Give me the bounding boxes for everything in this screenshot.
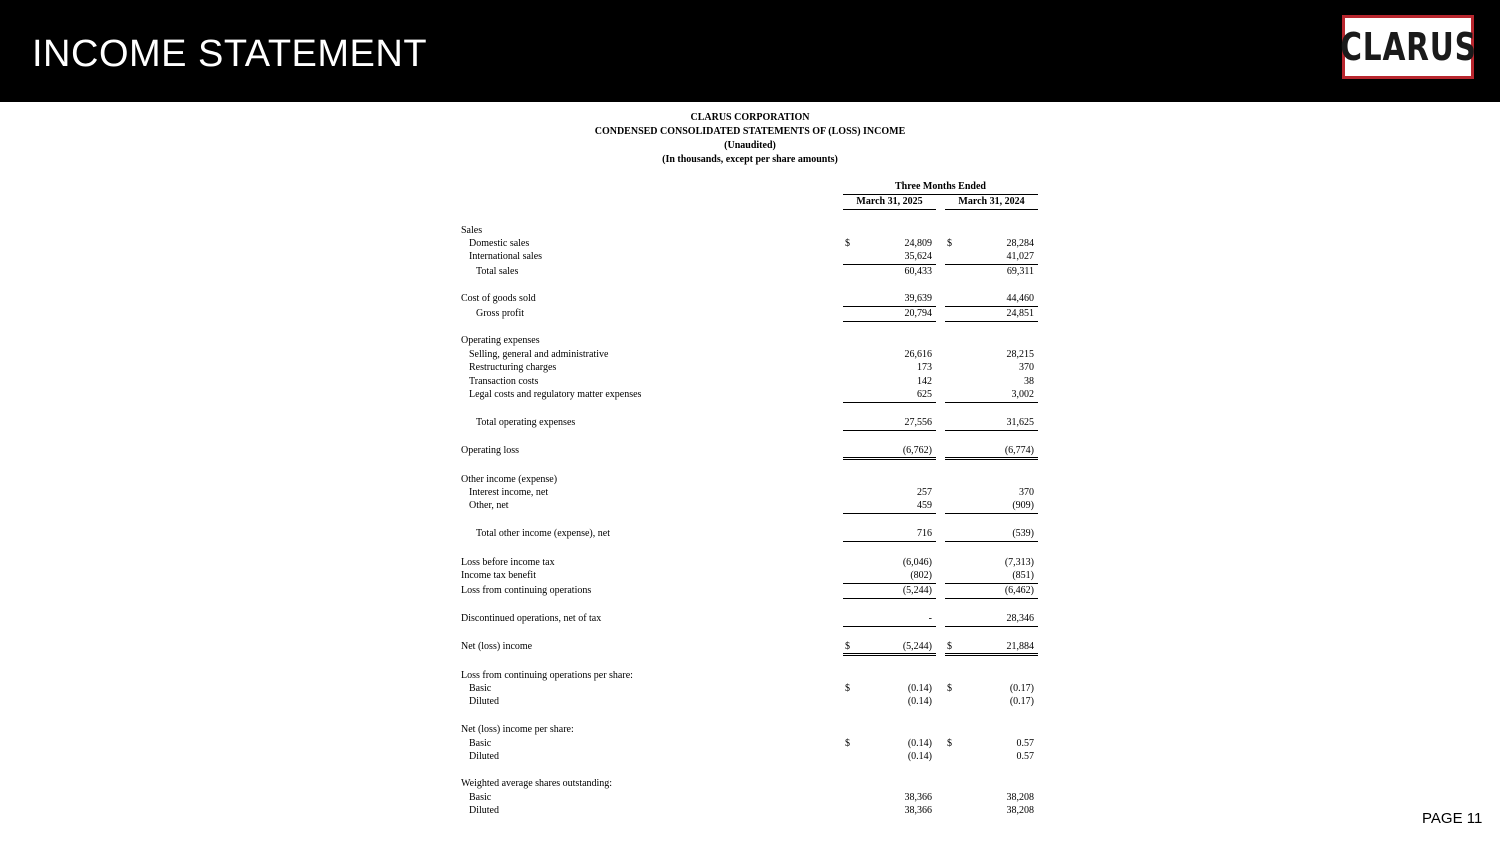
amount: 370 [1019, 362, 1034, 373]
amount: (6,462) [1004, 585, 1034, 596]
amount: 3,002 [1011, 389, 1034, 400]
amount: (851) [1012, 570, 1034, 581]
amount: (0.14) [907, 738, 932, 749]
row-label: Diluted [469, 805, 499, 816]
row-label: Legal costs and regulatory matter expenses [469, 389, 642, 400]
value-2025 [843, 237, 936, 251]
amount: 35,624 [904, 251, 932, 262]
value-2025 [843, 737, 936, 751]
row-label: Restructuring charges [469, 362, 557, 373]
value-2025 [843, 375, 936, 389]
value-2024 [945, 388, 1038, 403]
value-2025 [843, 682, 936, 696]
value-2025 [843, 804, 936, 818]
statement-row [461, 307, 1041, 321]
amount: (909) [1012, 500, 1034, 511]
amount: 38,366 [904, 792, 932, 803]
row-label: Discontinued operations, net of tax [461, 613, 602, 624]
value-2025 [843, 695, 936, 709]
amount: (6,774) [1004, 445, 1034, 456]
clarus-logo [1339, 15, 1477, 79]
currency-symbol: $ [845, 738, 850, 749]
statement-row [461, 737, 1041, 751]
amount: (802) [910, 570, 932, 581]
amount: 38,366 [904, 805, 932, 816]
value-2025 [843, 640, 936, 656]
amount: (5,244) [902, 585, 932, 596]
row-label: Income tax benefit [461, 570, 536, 581]
amount: - [928, 613, 932, 624]
row-label: Loss from continuing operations per share: [461, 670, 633, 681]
row-label: Basic [469, 683, 492, 694]
value-2024 [945, 612, 1038, 627]
value-2024 [945, 584, 1038, 599]
statement-row [461, 486, 1041, 500]
statement-row [461, 292, 1041, 306]
amount: 69,311 [1006, 266, 1034, 277]
value-2025 [843, 556, 936, 570]
column-header-2025: March 31, 2025 [843, 195, 936, 210]
row-label: Basic [469, 738, 492, 749]
value-2024 [945, 486, 1038, 500]
amount: 0.57 [1016, 738, 1034, 749]
amount: 173 [917, 362, 932, 373]
value-2025 [843, 750, 936, 764]
value-2024 [945, 569, 1038, 584]
currency-symbol: $ [845, 641, 850, 652]
amount: 28,346 [1006, 613, 1034, 624]
statement-row [461, 224, 1041, 238]
row-label: Gross profit [476, 308, 525, 319]
value-2025 [843, 307, 936, 322]
statement-row [461, 556, 1041, 570]
page-number: PAGE 11 [1422, 810, 1483, 827]
statement-row [461, 416, 1041, 430]
row-label: Total other income (expense), net [476, 528, 610, 539]
amount: 20,794 [904, 308, 932, 319]
statement-row [461, 334, 1041, 348]
value-2025 [843, 416, 936, 431]
statement-row [461, 777, 1041, 791]
statement-row [461, 375, 1041, 389]
value-2024 [945, 682, 1038, 696]
currency-symbol: $ [845, 238, 850, 249]
row-label: Selling, general and administrative [469, 349, 609, 360]
slide-header [0, 0, 1500, 102]
amount: 28,284 [1006, 238, 1034, 249]
value-2024 [945, 804, 1038, 818]
statement-row [461, 640, 1041, 654]
row-label: Total sales [476, 266, 519, 277]
amount: 370 [1019, 487, 1034, 498]
amount: 21,884 [1006, 641, 1034, 652]
value-2024 [945, 737, 1038, 751]
period-header: Three Months Ended [843, 180, 1038, 195]
row-label: Loss from continuing operations [461, 585, 592, 596]
statement-row [461, 499, 1041, 513]
row-label: Weighted average shares outstanding: [461, 778, 613, 789]
amount: (5,244) [902, 641, 932, 652]
amount: 38,208 [1006, 792, 1034, 803]
amount: 60,433 [904, 266, 932, 277]
amount: (0.14) [907, 751, 932, 762]
amount: 257 [917, 487, 932, 498]
amount: 459 [917, 500, 932, 511]
amount: (539) [1012, 528, 1034, 539]
amount: 142 [917, 376, 932, 387]
value-2024 [945, 361, 1038, 375]
value-2024 [945, 640, 1038, 656]
value-2025 [843, 569, 936, 584]
value-2024 [945, 791, 1038, 805]
row-label: Net (loss) income [461, 641, 533, 652]
value-2024 [945, 444, 1038, 460]
amount: 27,556 [904, 417, 932, 428]
statement-row [461, 804, 1041, 818]
value-2025 [843, 527, 936, 542]
statement-row [461, 682, 1041, 696]
amount: 26,616 [904, 349, 932, 360]
statement-title: CONDENSED CONSOLIDATED STATEMENTS OF (LOSS) INCOME [594, 126, 906, 137]
amount: (6,046) [902, 557, 932, 568]
value-2024 [945, 556, 1038, 570]
statement-row [461, 473, 1041, 487]
statement-row [461, 444, 1041, 458]
value-2024 [945, 348, 1038, 362]
value-2025 [843, 292, 936, 307]
value-2025 [843, 499, 936, 514]
statement-row [461, 265, 1041, 279]
value-2025 [843, 584, 936, 599]
statement-row [461, 237, 1041, 251]
amount: 38 [1024, 376, 1034, 387]
row-label: Domestic sales [469, 238, 530, 249]
amount: 41,027 [1006, 251, 1034, 262]
row-label: Cost of goods sold [461, 293, 536, 304]
units-note: (In thousands, except per share amounts) [662, 154, 838, 165]
currency-symbol: $ [845, 683, 850, 694]
currency-symbol: $ [947, 238, 952, 249]
row-label: International sales [469, 251, 543, 262]
amount: 24,809 [904, 238, 932, 249]
value-2024 [945, 695, 1038, 709]
value-2024 [945, 292, 1038, 307]
statement-row [461, 695, 1041, 709]
amount: (0.14) [907, 683, 932, 694]
statement-row [461, 388, 1041, 402]
value-2024 [945, 250, 1038, 265]
value-2025 [843, 791, 936, 805]
amount: 0.57 [1016, 751, 1034, 762]
row-label: Interest income, net [469, 487, 549, 498]
value-2024 [945, 307, 1038, 322]
logo-text: CLARUS [1339, 25, 1477, 69]
amount: (6,762) [902, 445, 932, 456]
value-2024 [945, 265, 1038, 279]
value-2024 [945, 416, 1038, 431]
statement-row [461, 584, 1041, 598]
value-2025 [843, 486, 936, 500]
amount: 716 [917, 528, 932, 539]
statement-row [461, 669, 1041, 683]
value-2025 [843, 444, 936, 460]
value-2025 [843, 388, 936, 403]
statement-row [461, 723, 1041, 737]
amount: 28,215 [1006, 349, 1034, 360]
value-2025 [843, 612, 936, 627]
value-2024 [945, 750, 1038, 764]
value-2025 [843, 250, 936, 265]
value-2025 [843, 348, 936, 362]
amount: (0.17) [1009, 683, 1034, 694]
statement-row [461, 791, 1041, 805]
amount: 24,851 [1006, 308, 1034, 319]
currency-symbol: $ [947, 641, 952, 652]
row-label: Other, net [469, 500, 509, 511]
row-label: Total operating expenses [476, 417, 576, 428]
currency-symbol: $ [947, 738, 952, 749]
amount: (7,313) [1004, 557, 1034, 568]
statement-row [461, 612, 1041, 626]
company-name: CLARUS CORPORATION [690, 112, 810, 123]
slide-title: INCOME STATEMENT [32, 33, 428, 75]
row-label: Other income (expense) [461, 474, 558, 485]
value-2024 [945, 375, 1038, 389]
value-2024 [945, 527, 1038, 542]
amount: 625 [917, 389, 932, 400]
statement-row [461, 750, 1041, 764]
row-label: Basic [469, 792, 492, 803]
amount: (0.14) [907, 696, 932, 707]
value-2024 [945, 499, 1038, 514]
row-label: Diluted [469, 751, 499, 762]
row-label: Operating loss [461, 445, 520, 456]
row-label: Net (loss) income per share: [461, 724, 574, 735]
amount: 31,625 [1006, 417, 1034, 428]
value-2024 [945, 237, 1038, 251]
row-label: Transaction costs [469, 376, 539, 387]
row-label: Diluted [469, 696, 499, 707]
unaudited-note: (Unaudited) [724, 140, 776, 151]
row-label: Sales [461, 225, 483, 236]
statement-row [461, 527, 1041, 541]
value-2025 [843, 265, 936, 279]
statement-row [461, 569, 1041, 583]
value-2025 [843, 361, 936, 375]
row-label: Loss before income tax [461, 557, 555, 568]
statement-row [461, 250, 1041, 264]
amount: 39,639 [904, 293, 932, 304]
row-label: Operating expenses [461, 335, 540, 346]
amount: (0.17) [1009, 696, 1034, 707]
amount: 44,460 [1006, 293, 1034, 304]
currency-symbol: $ [947, 683, 952, 694]
column-header-2024: March 31, 2024 [945, 195, 1038, 210]
statement-row [461, 348, 1041, 362]
amount: 38,208 [1006, 805, 1034, 816]
statement-row [461, 361, 1041, 375]
